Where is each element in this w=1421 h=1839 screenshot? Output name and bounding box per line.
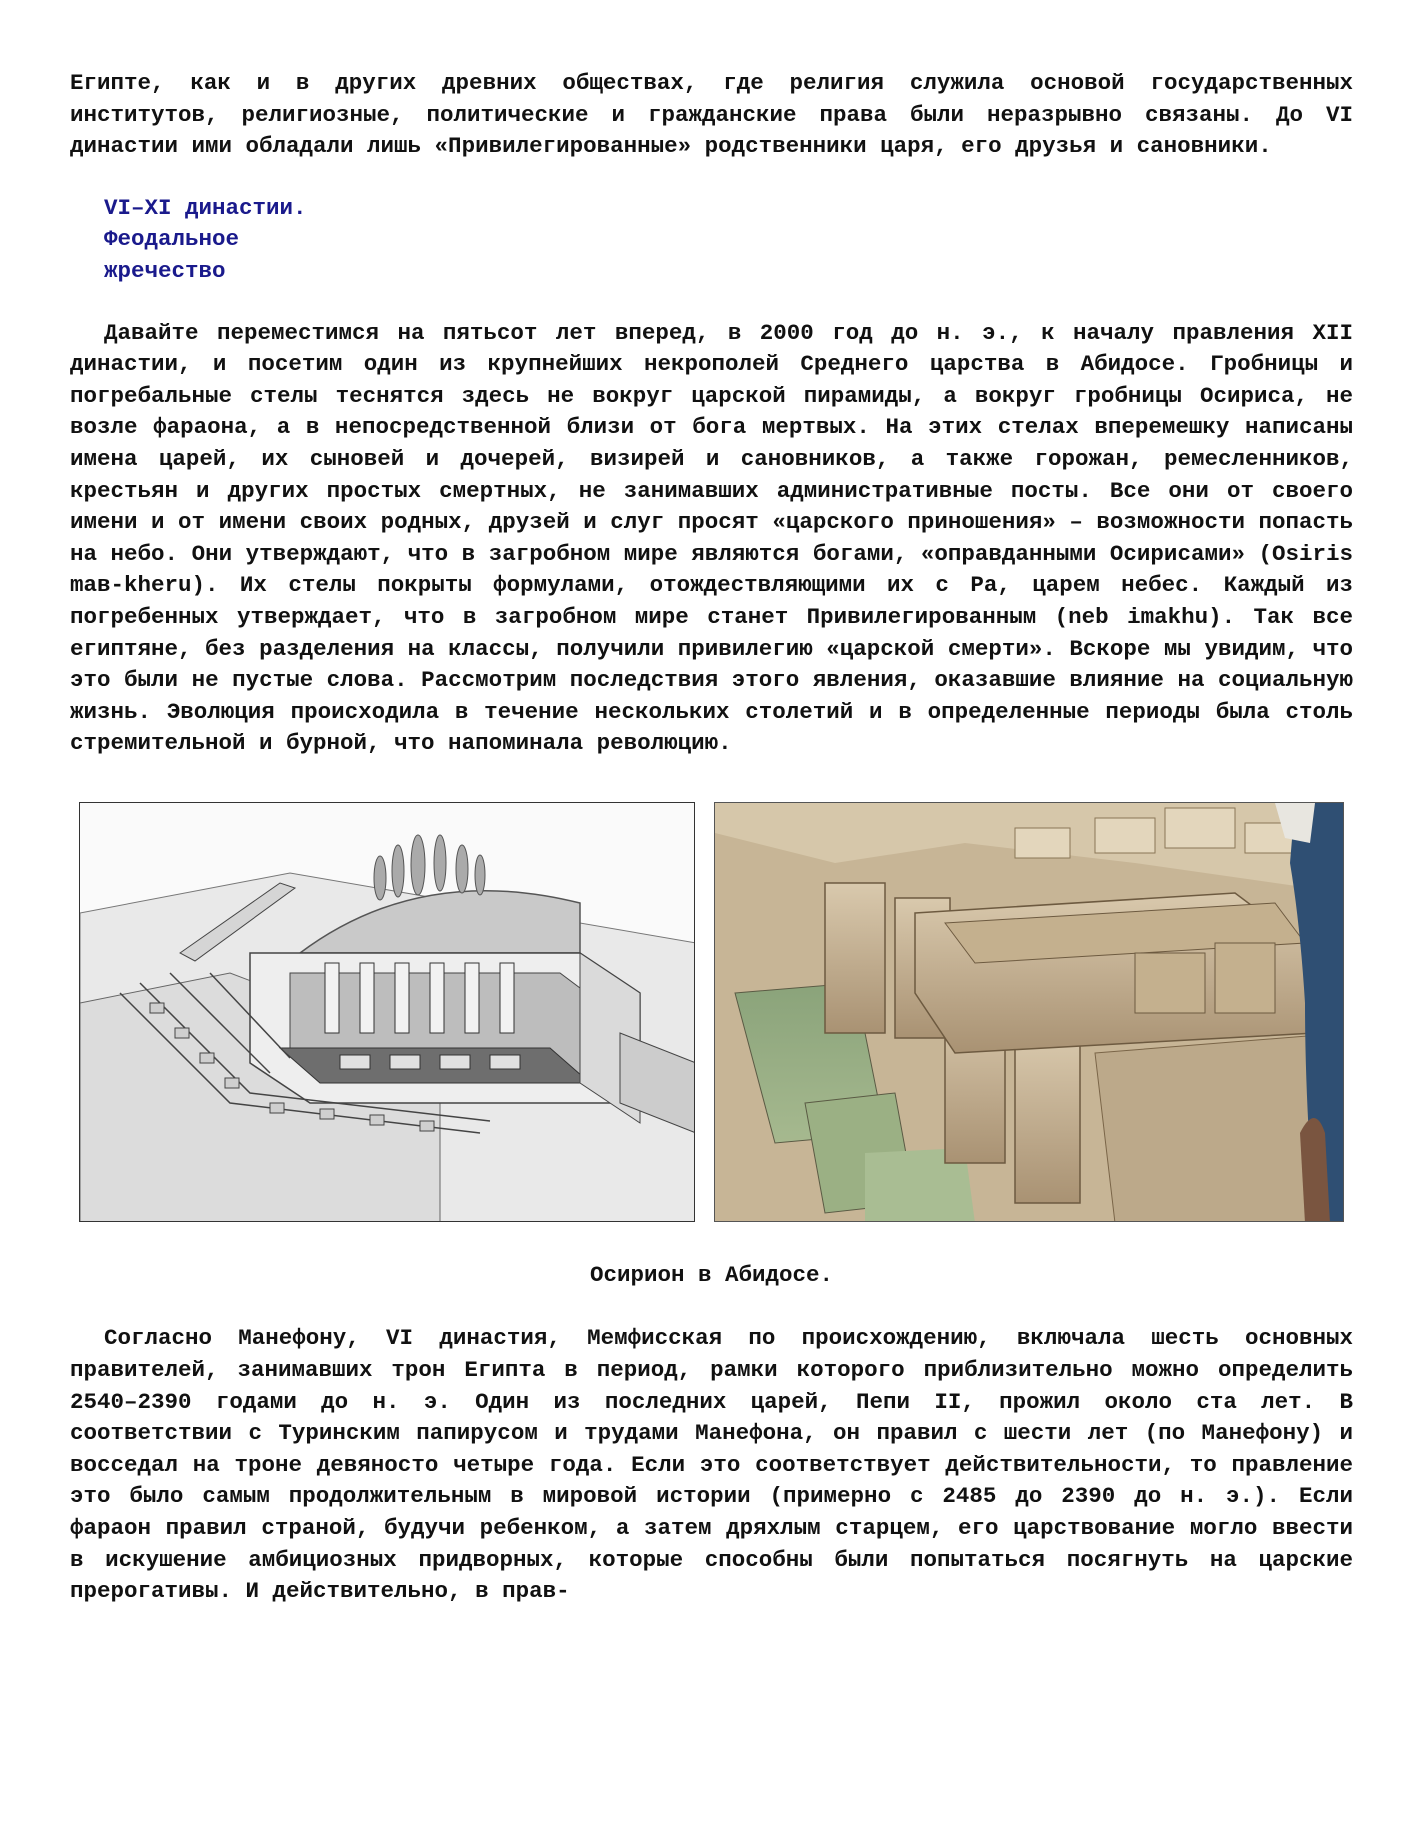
section-heading-line: VI–XI династии.	[104, 194, 307, 221]
section-heading	[104, 193, 404, 288]
osireion-reconstruction-drawing	[79, 802, 695, 1222]
osireion-photo	[714, 802, 1344, 1222]
paragraph-abydos: Давайте переместимся на пятьсот лет вперед, в 2000 год до н. э., к началу правления XII династии, и посетим один из крупнейших некрополей Среднего царства в Абидосе. Гробницы и погребальные стелы теснятся здесь не вокруг царской пирамиды, а вокруг гробницы Осириса, не возле фараона, а в непосредственной близи от бога мертвых. На этих стелах вперемешку написаны имена царей, их сыновей и дочерей, визирей и сановников, а также горожан, ремесленников, крестьян и других простых смертных, не занимавших административные посты. Все они от своего имени и от имени своих родных, друзей и слуг просят «царского приношения» – возможности попасть на небо. Они утверждают, что в загробном мире являются богами, «оправданными Осирисами» (Osiris maв-kheru). Их стелы покрыты формулами, отождествляющими их с Ра, царем небес. Каждый из погребенных утверждает, что в загробном мире станет Привилегированным (neb imakhu). Так все египтяне, без разделения на классы, получили привилегию «царской смерти». Вскоре мы увидим, что это были не пустые слова. Рассмотрим последствия этого явления, оказавшие влияние на социальную жизнь. Эволюция происходила в течение нескольких столетий и в определенные периоды была столь стремительной и бурной, что напоминала революцию.	[70, 319, 1353, 757]
figure-osireion	[70, 802, 1353, 1228]
section-heading-line: жречество	[104, 257, 226, 284]
paragraph-manetho: Согласно Манефону, VI династия, Мемфисская по происхождению, включала шесть основных правителей, занимавших трон Египта в период, рамки которого приблизительно можно определить 2540–2390 годами до н. э. Один из последних царей, Пепи II, прожил около ста лет. В соответствии с Туринским папирусом и трудами Манефона, он правил с шести лет (по Манефону) и восседал на троне девяносто четыре года. Если это соответствует действительности, то правление это было самым продолжительным в мировой истории (примерно с 2485 до 2390 до н. э.). Если фараон правил страной, будучи ребенком, а затем дряхлым старцем, его царствование могло ввести в искушение амбициозных придворных, которые способны были попытаться посягнуть на царские прерогативы. И действительно, в прав-	[70, 1325, 1353, 1605]
paragraph-intro: Египте, как и в других древних обществах, где религия служила основой государственных институтов, религиозные, политические и гражданские права были неразрывно связаны. До VI династии ими обладали лишь «Привилегированные» родственники царя, его друзья и сановники.	[70, 70, 1353, 160]
section-heading-line: Феодальное	[104, 226, 240, 253]
figure-caption: Осирион в Абидосе.	[589, 1261, 834, 1288]
document-page	[70, 68, 1353, 1608]
